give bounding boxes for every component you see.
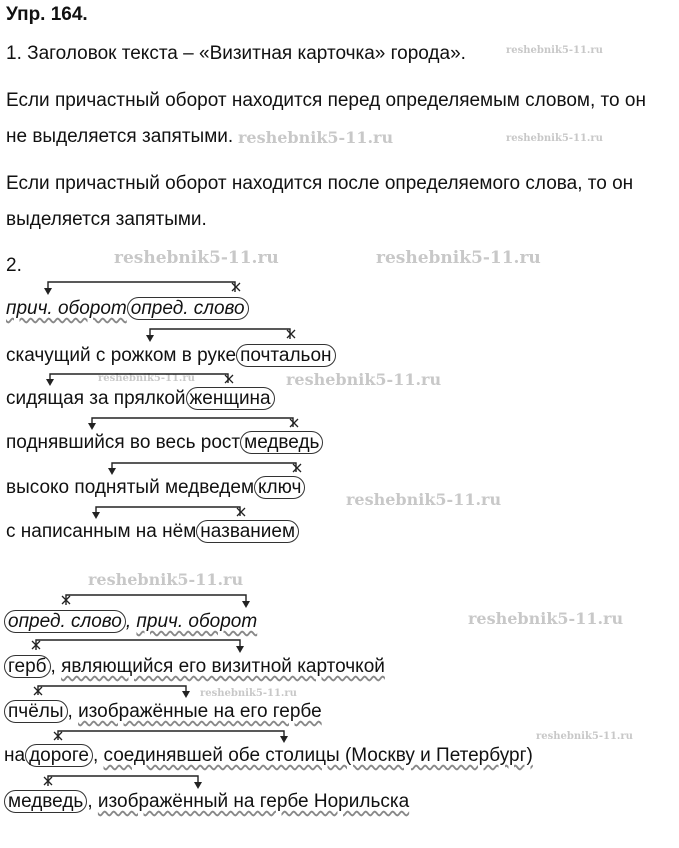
task2-heading: 2. xyxy=(6,255,22,276)
noun-label: опред. слово xyxy=(4,610,126,633)
participle-phrase: являющийся его визитной карточкой xyxy=(61,656,385,677)
participle-phrase: поднявшийся во весь рост xyxy=(6,432,241,453)
dependency-arrow xyxy=(58,731,284,740)
arrowhead-icon xyxy=(92,512,100,519)
arrowhead-icon xyxy=(242,601,250,608)
watermark: reshebnik5-11.ru xyxy=(200,688,297,699)
arrowhead-icon xyxy=(146,335,154,342)
cross-icon xyxy=(237,508,245,516)
arrowhead-icon xyxy=(194,782,202,789)
watermark: reshebnik5-11.ru xyxy=(286,370,442,389)
watermark: reshebnik5-11.ru xyxy=(536,731,633,742)
arrowhead-icon xyxy=(46,379,54,386)
participle-phrase: сидящая за прялкой xyxy=(6,388,186,409)
task1-heading: 1. Заголовок текста – «Визитная карточка» города». xyxy=(6,43,466,64)
watermark: reshebnik5-11.ru xyxy=(468,609,624,628)
participle-phrase: скачущий с рожком в руке xyxy=(6,345,237,366)
comma: , xyxy=(125,611,132,632)
defined-word: почтальон xyxy=(236,344,335,367)
defined-word: пчёлы xyxy=(4,700,68,723)
dependency-arrow xyxy=(50,374,228,383)
dependency-arrow xyxy=(112,463,296,472)
dependency-arrow xyxy=(48,776,198,786)
arrowhead-icon xyxy=(182,691,190,698)
dependency-arrow xyxy=(92,418,293,427)
cross-icon xyxy=(290,419,298,427)
participle-label: прич. оборот xyxy=(6,298,127,319)
participle-phrase: соединявшей обе столицы (Москву и Петербург) xyxy=(103,745,533,766)
participle-phrase: высоко поднятый медведем xyxy=(6,477,255,498)
watermark: reshebnik5-11.ru xyxy=(506,133,603,144)
comma: , xyxy=(92,745,99,766)
comma: , xyxy=(50,656,56,677)
watermark: reshebnik5-11.ru xyxy=(114,248,279,268)
dependency-arrow xyxy=(36,640,240,650)
noun-label: опред. слово xyxy=(127,297,249,320)
participle-label: прич. оборот xyxy=(136,611,258,632)
participle-phrase: изображённый на гербе Норильска xyxy=(97,791,410,812)
exercise-title: Упр. 164. xyxy=(6,4,88,25)
watermark: reshebnik5-11.ru xyxy=(346,490,502,509)
rule1-line1: Если причастный оборот находится перед определяемым словом, то он xyxy=(6,90,646,111)
defined-word: медведь xyxy=(240,431,323,454)
arrowhead-icon xyxy=(280,736,288,743)
comma: , xyxy=(87,791,93,812)
participle-phrase: с написанным на нём xyxy=(6,521,197,542)
dependency-arrow xyxy=(150,329,290,339)
participle-phrase: изображённые на его гербе xyxy=(78,701,322,722)
dependency-arrow xyxy=(38,686,186,695)
defined-word: медведь xyxy=(4,790,87,813)
defined-word: женщина xyxy=(186,387,275,410)
arrowhead-icon xyxy=(44,288,52,295)
watermark: reshebnik5-11.ru xyxy=(506,45,603,56)
defined-word: ключ xyxy=(254,476,305,499)
defined-word: герб xyxy=(4,655,51,678)
rule2-line1: Если причастный оборот находится после определяемого слова, то он xyxy=(6,173,634,194)
comma: , xyxy=(67,701,73,722)
watermark: reshebnik5-11.ru xyxy=(88,570,244,589)
arrowhead-icon xyxy=(108,468,116,475)
dependency-arrow xyxy=(66,595,246,605)
cross-icon xyxy=(232,283,240,291)
preposition: на xyxy=(4,745,26,766)
arrowhead-icon xyxy=(236,646,244,653)
defined-word: названием xyxy=(196,520,299,543)
defined-word: дороге xyxy=(25,744,93,767)
cross-icon xyxy=(293,464,301,472)
dependency-arrow xyxy=(48,282,235,292)
watermark: reshebnik5-11.ru xyxy=(98,373,195,384)
rule1-line2: не выделяется запятыми. xyxy=(6,126,234,147)
cross-icon xyxy=(287,330,295,338)
cross-icon xyxy=(225,375,233,383)
watermark: reshebnik5-11.ru xyxy=(238,128,394,147)
watermark: reshebnik5-11.ru xyxy=(376,248,541,268)
dependency-arrow xyxy=(96,507,240,516)
arrowhead-icon xyxy=(88,423,96,430)
rule2-line2: выделяется запятыми. xyxy=(6,209,207,230)
